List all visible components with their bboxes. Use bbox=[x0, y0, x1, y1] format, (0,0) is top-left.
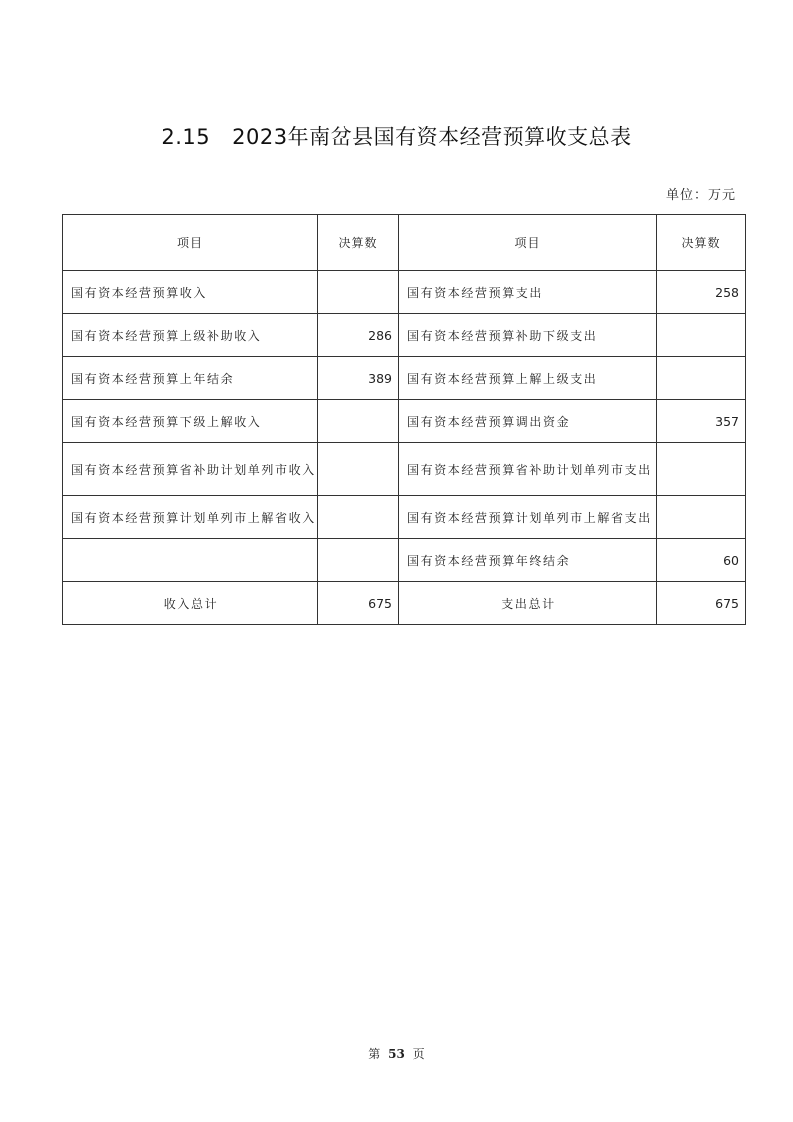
page-suffix: 页 bbox=[412, 1047, 425, 1061]
income-item: 国有资本经营预算收入 bbox=[63, 271, 318, 314]
header-amount-left: 决算数 bbox=[318, 215, 399, 271]
total-row bbox=[63, 582, 746, 625]
table-row bbox=[63, 271, 746, 314]
income-total-label: 收入总计 bbox=[63, 582, 318, 625]
expense-value bbox=[657, 357, 746, 400]
table-row bbox=[63, 539, 746, 582]
table-row bbox=[63, 357, 746, 400]
income-item: 国有资本经营预算上年结余 bbox=[63, 357, 318, 400]
expense-value: 357 bbox=[657, 400, 746, 443]
income-value: 286 bbox=[318, 314, 399, 357]
page-number: 53 bbox=[388, 1047, 405, 1061]
income-item: 国有资本经营预算下级上解收入 bbox=[63, 400, 318, 443]
income-value bbox=[318, 496, 399, 539]
budget-summary-table bbox=[62, 214, 746, 625]
table-row bbox=[63, 443, 746, 496]
unit-label: 单位：万元 bbox=[665, 188, 736, 203]
header-amount-right: 决算数 bbox=[657, 215, 746, 271]
income-item: 国有资本经营预算计划单列市上解省收入 bbox=[63, 496, 318, 539]
income-value bbox=[318, 443, 399, 496]
page-title bbox=[0, 121, 793, 151]
expense-item: 国有资本经营预算上解上级支出 bbox=[399, 357, 657, 400]
income-value bbox=[318, 539, 399, 582]
title-text: 2023年南岔县国有资本经营预算收支总表 bbox=[232, 125, 632, 149]
income-item bbox=[63, 539, 318, 582]
section-number: 2.15 bbox=[161, 125, 211, 149]
expense-value bbox=[657, 443, 746, 496]
expense-value bbox=[657, 314, 746, 357]
table-row bbox=[63, 496, 746, 539]
income-item: 国有资本经营预算省补助计划单列市收入 bbox=[63, 443, 318, 496]
expense-item: 国有资本经营预算调出资金 bbox=[399, 400, 657, 443]
page-footer bbox=[0, 1045, 793, 1062]
expense-item: 国有资本经营预算补助下级支出 bbox=[399, 314, 657, 357]
header-item-left: 项目 bbox=[63, 215, 318, 271]
expense-value: 60 bbox=[657, 539, 746, 582]
expense-value bbox=[657, 496, 746, 539]
expense-total-value: 675 bbox=[657, 582, 746, 625]
expense-item: 国有资本经营预算年终结余 bbox=[399, 539, 657, 582]
expense-item: 国有资本经营预算支出 bbox=[399, 271, 657, 314]
income-value bbox=[318, 271, 399, 314]
table-header-row bbox=[63, 215, 746, 271]
income-value bbox=[318, 400, 399, 443]
income-item: 国有资本经营预算上级补助收入 bbox=[63, 314, 318, 357]
table-row bbox=[63, 400, 746, 443]
header-item-right: 项目 bbox=[399, 215, 657, 271]
income-value: 389 bbox=[318, 357, 399, 400]
expense-total-label: 支出总计 bbox=[399, 582, 657, 625]
income-total-value: 675 bbox=[318, 582, 399, 625]
page-prefix: 第 bbox=[368, 1047, 381, 1061]
expense-item: 国有资本经营预算计划单列市上解省支出 bbox=[399, 496, 657, 539]
expense-value: 258 bbox=[657, 271, 746, 314]
table-row bbox=[63, 314, 746, 357]
expense-item: 国有资本经营预算省补助计划单列市支出 bbox=[399, 443, 657, 496]
